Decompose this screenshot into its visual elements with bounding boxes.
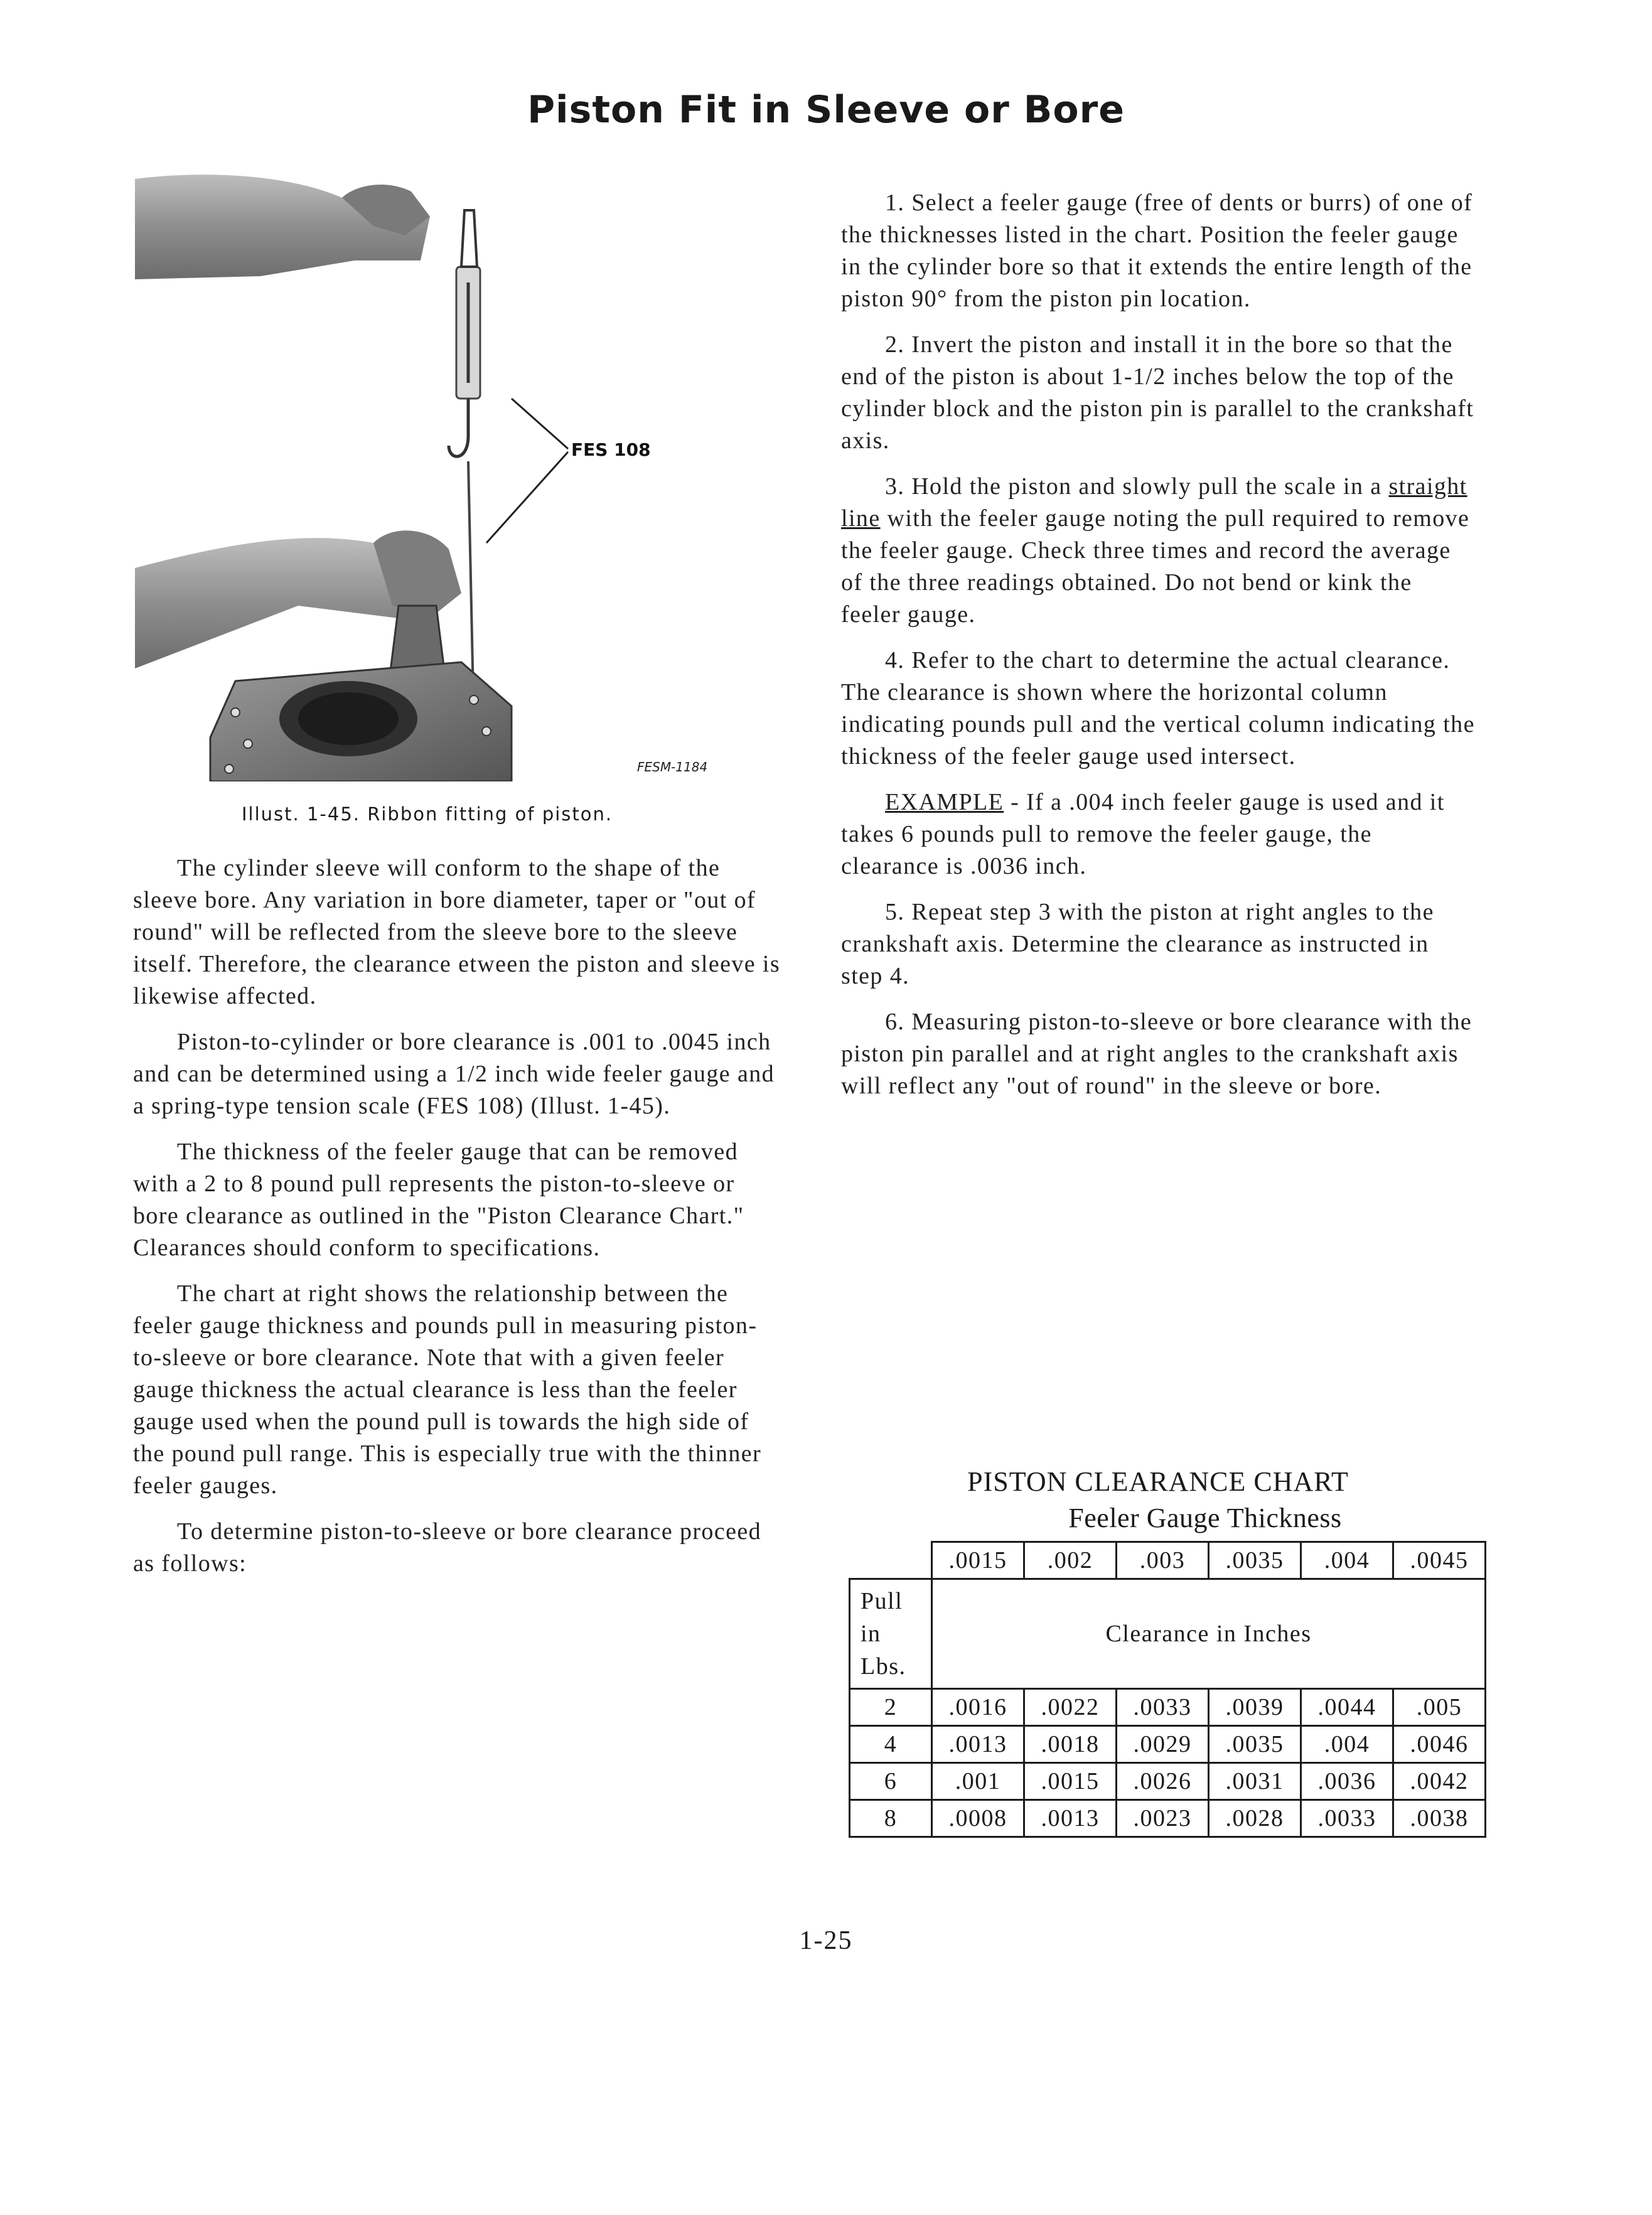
clearance-cell: .0022	[1024, 1689, 1117, 1726]
paragraph: To determine piston-to-sleeve or bore clearance proceed as follows:	[133, 1518, 762, 1577]
clearance-cell: .001	[932, 1763, 1024, 1800]
clearance-cell: .004	[1301, 1726, 1393, 1763]
step-3	[841, 471, 1475, 631]
pull-header-line: in	[861, 1621, 881, 1647]
corner-cell	[850, 1542, 932, 1579]
table-row	[850, 1689, 1486, 1726]
clearance-cell: .0042	[1393, 1763, 1486, 1800]
clearance-cell: .0044	[1301, 1689, 1393, 1726]
clearance-cell: .0033	[1301, 1800, 1393, 1837]
figure-id: FESM-1184	[637, 759, 708, 775]
clearance-cell: .0039	[1209, 1689, 1301, 1726]
pull-header-line: Pull	[861, 1588, 903, 1614]
paragraph: The thickness of the feeler gauge that can be removed with a 2 to 8 pound pull represents the piston-to-sleeve or bore clearance as outlined in the "Piston Clearance Chart." Clearances should conform to specifications.	[133, 1139, 744, 1261]
clearance-cell: .0035	[1209, 1726, 1301, 1763]
step-2: 2. Invert the piston and install it in the bore so that the end of the piston is about 1-1/2 inches below the top of the cylinder block and the piston pin is parallel to the crankshaft axis.	[841, 331, 1474, 454]
clearance-cell: .0028	[1209, 1800, 1301, 1837]
thickness-header: .002	[1024, 1542, 1117, 1579]
clearance-cell: .0029	[1117, 1726, 1209, 1763]
clearance-cell: .0013	[932, 1726, 1024, 1763]
example-text: - If a .004 inch feeler gauge is used and it takes 6 pounds pull to remove the feeler gauge, the clearance is .0036 inch.	[841, 789, 1445, 879]
page-number: 1-25	[799, 1926, 853, 1955]
fes-108-callout: FES 108	[571, 439, 651, 460]
step-1: 1. Select a feeler gauge (free of dents or burrs) of one of the thicknesses listed in the chart. Position the feeler gauge in the cylinder bore so that it extends the entire length of the piston 90° from the piston pin location.	[841, 190, 1473, 312]
piston-clearance-table	[849, 1541, 1486, 1838]
clearance-cell: .0018	[1024, 1726, 1117, 1763]
clearance-cell: .0026	[1117, 1763, 1209, 1800]
pull-cell: 8	[850, 1800, 932, 1837]
step-3-emphasis: straight line	[841, 473, 1467, 532]
pull-cell: 6	[850, 1763, 932, 1800]
clearance-cell: .0023	[1117, 1800, 1209, 1837]
table-row	[850, 1800, 1486, 1837]
clearance-cell: .0031	[1209, 1763, 1301, 1800]
left-column	[133, 852, 786, 1594]
pull-cell: 2	[850, 1689, 932, 1726]
pull-header-row	[850, 1579, 1486, 1689]
step-3-text: 3. Hold the piston and slowly pull the scale in a	[885, 473, 1389, 500]
thickness-header-row	[850, 1542, 1486, 1579]
chart-subtitle: Feeler Gauge Thickness	[1068, 1503, 1342, 1533]
clearance-cell: .0008	[932, 1800, 1024, 1837]
example	[841, 786, 1475, 882]
paragraph: The chart at right shows the relationship between the feeler gauge thickness and pounds pull in measuring piston-to-sleeve or bore clearance. Note that with a given feeler gauge thickness the actual clearance is less than the feeler gauge used when the pound pull is towards the high side of the pound pull range. This is especially true with the thinner feeler gauges.	[133, 1280, 762, 1499]
clearance-cell: .005	[1393, 1689, 1486, 1726]
clearance-cell: .0036	[1301, 1763, 1393, 1800]
clearance-cell: .0016	[932, 1689, 1024, 1726]
clearance-in-inches-label: Clearance in Inches	[932, 1579, 1486, 1689]
figure-ribbon-fitting	[135, 166, 725, 781]
ribbon-fitting-illustration	[135, 166, 725, 781]
thickness-header: .003	[1117, 1542, 1209, 1579]
pull-header-line: Lbs.	[861, 1653, 906, 1680]
clearance-cell: .0038	[1393, 1800, 1486, 1837]
thickness-header: .0045	[1393, 1542, 1486, 1579]
example-label: EXAMPLE	[885, 789, 1004, 815]
step-6: 6. Measuring piston-to-sleeve or bore clearance with the piston pin parallel and at right angles to the crankshaft axis will reflect any "out of round" in the sleeve or bore.	[841, 1009, 1472, 1099]
step-5: 5. Repeat step 3 with the piston at right angles to the crankshaft axis. Determine the clearance as instructed in step 4.	[841, 899, 1434, 989]
clearance-cell: .0033	[1117, 1689, 1209, 1726]
paragraph: Piston-to-cylinder or bore clearance is .001 to .0045 inch and can be determined using a 1/2 inch wide feeler gauge and a spring-type tension scale (FES 108) (Illust. 1-45).	[133, 1029, 775, 1119]
paragraph: The cylinder sleeve will conform to the shape of the sleeve bore. Any variation in bore diameter, taper or "out of round" will be reflected from the sleeve bore to the sleeve itself. Therefore, the clearance etween the piston and sleeve is likewise affected.	[133, 855, 781, 1009]
thickness-header: .004	[1301, 1542, 1393, 1579]
clearance-cell: .0013	[1024, 1800, 1117, 1837]
figure-caption: Illust. 1-45. Ribbon fitting of piston.	[242, 803, 613, 825]
clearance-cell: .0046	[1393, 1726, 1486, 1763]
pull-cell: 4	[850, 1726, 932, 1763]
thickness-header: .0015	[932, 1542, 1024, 1579]
step-4: 4. Refer to the chart to determine the actual clearance. The clearance is shown where the horizontal column indicating pounds pull and the vertical column indicating the thickness of the feeler gauge used intersect.	[841, 647, 1475, 770]
chart-title: PISTON CLEARANCE CHART	[967, 1466, 1349, 1497]
table-row	[850, 1763, 1486, 1800]
step-3-text-continued: with the feeler gauge noting the pull required to remove the feeler gauge. Check three times and record the average of the three readings obtained. Do not bend or kink the feeler gauge.	[841, 505, 1470, 628]
right-column	[841, 187, 1475, 1116]
page-title: Piston Fit in Sleeve or Bore	[527, 88, 1125, 132]
table-row	[850, 1726, 1486, 1763]
pull-in-lbs-header	[850, 1579, 932, 1689]
clearance-cell: .0015	[1024, 1763, 1117, 1800]
thickness-header: .0035	[1209, 1542, 1301, 1579]
